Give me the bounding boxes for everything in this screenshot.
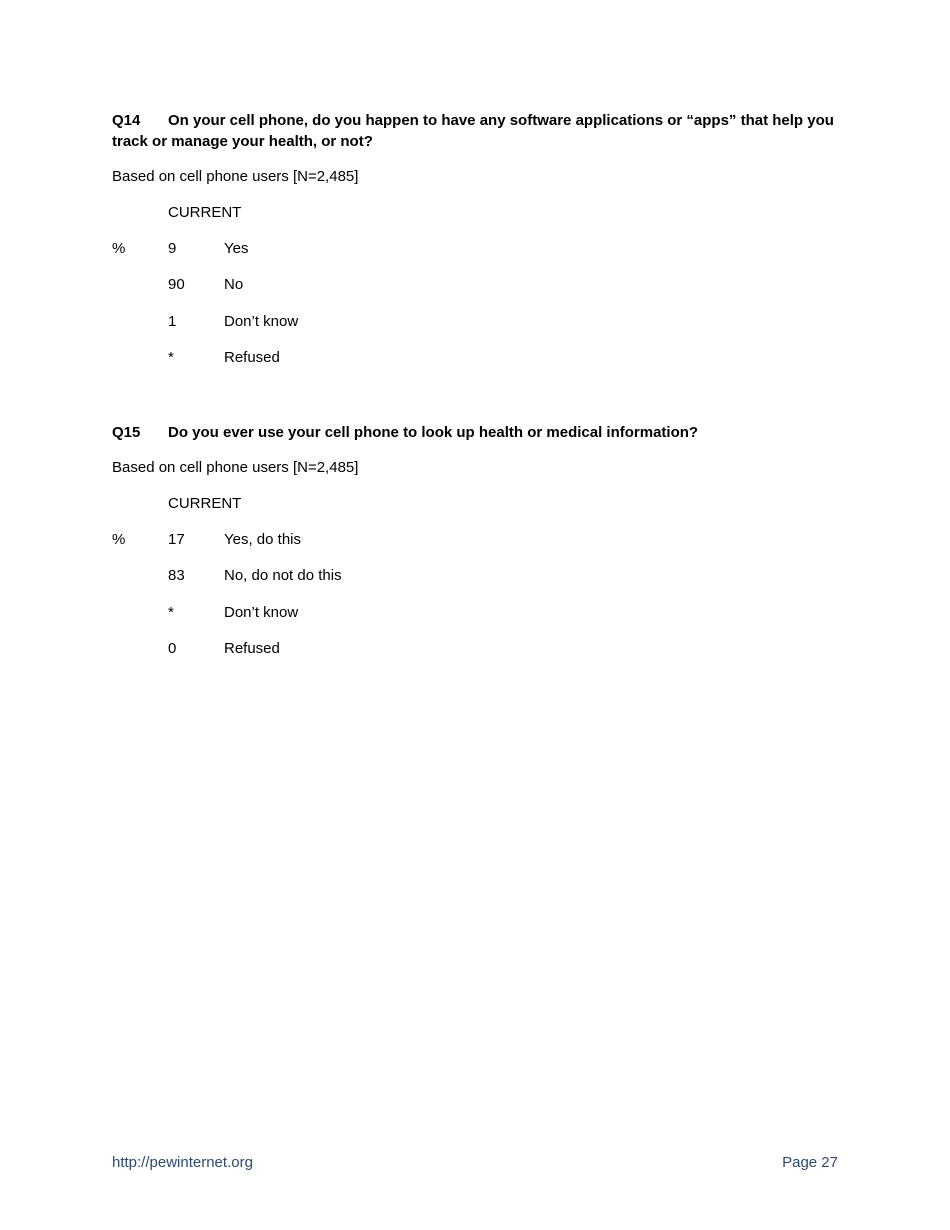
response-row xyxy=(112,238,842,260)
response-value: 83 xyxy=(168,567,185,585)
column-header: CURRENT xyxy=(168,204,242,221)
response-row xyxy=(112,638,842,660)
response-value: 90 xyxy=(168,276,185,294)
response-label: No xyxy=(224,276,244,294)
question-q14 xyxy=(112,110,842,383)
question-number: Q15 xyxy=(112,424,141,441)
response-row xyxy=(112,529,842,551)
response-label: Don’t know xyxy=(224,603,299,621)
question-heading xyxy=(112,110,842,152)
question-text: On your cell phone, do you happen to have any software applications or “apps” that help you track or manage your health, or not? xyxy=(112,112,834,150)
response-value: * xyxy=(168,348,174,366)
response-table xyxy=(112,529,842,660)
base-note: Based on cell phone users [N=2,485] xyxy=(112,168,359,185)
response-table xyxy=(112,238,842,369)
response-row xyxy=(112,565,842,587)
question-number: Q14 xyxy=(112,112,141,129)
response-row xyxy=(112,311,842,333)
response-label: No, do not do this xyxy=(224,567,342,585)
response-value: 1 xyxy=(168,312,177,330)
question-q15 xyxy=(112,422,842,674)
response-value: 9 xyxy=(168,240,177,257)
response-value: 0 xyxy=(168,639,177,657)
response-row xyxy=(112,274,842,296)
column-header: CURRENT xyxy=(168,495,242,512)
response-label: Refused xyxy=(224,639,280,657)
response-value: 17 xyxy=(168,531,185,548)
percent-symbol: % xyxy=(112,531,126,548)
response-row xyxy=(112,347,842,369)
response-row xyxy=(112,602,842,624)
page-footer xyxy=(112,1152,838,1174)
page-number: Page 27 xyxy=(782,1154,838,1171)
base-note: Based on cell phone users [N=2,485] xyxy=(112,459,359,476)
response-label: Yes, do this xyxy=(224,531,301,548)
response-label: Refused xyxy=(224,348,280,366)
response-value: * xyxy=(168,603,174,621)
response-label: Don’t know xyxy=(224,312,299,330)
percent-symbol: % xyxy=(112,240,126,257)
response-label: Yes xyxy=(224,240,249,257)
question-heading xyxy=(112,422,842,443)
question-text: Do you ever use your cell phone to look up health or medical information? xyxy=(168,424,699,441)
footer-url: http://pewinternet.org xyxy=(112,1154,253,1171)
